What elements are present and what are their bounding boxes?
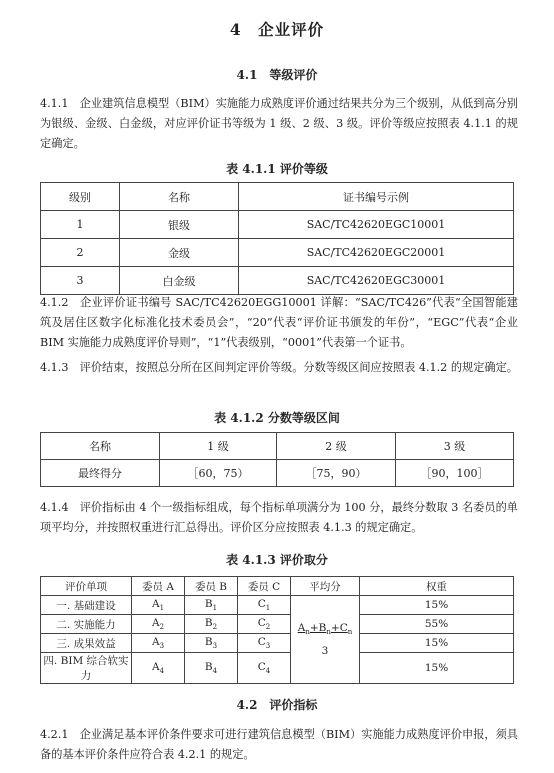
table-row [41,211,514,239]
table-cell: 最终得分 [41,460,160,487]
table-header: 委员 B [185,577,238,596]
table-header: 平均分 [291,577,360,596]
table-row [41,460,514,487]
table-cell: 二. 实施能力 [41,615,132,634]
table-cell: 2 [41,239,120,267]
table-header: 3 级 [396,433,514,460]
table-header: 权重 [360,577,514,596]
table-4-1-1 [40,182,514,295]
table-cell: ［90，100］ [396,460,514,487]
table-4-1-2 [40,432,514,487]
table-cell: 1 [41,211,120,239]
table-cell: SAC/TC42620EGC20001 [239,239,514,267]
table-cell: 15% [360,634,514,653]
table-row [41,239,514,267]
table-cell: $B_1$ [185,596,238,615]
chapter-title: 4 企业评价 [229,20,325,39]
table-header: 1 级 [160,433,277,460]
table-header: 评价单项 [41,577,132,596]
table-cell: ［75，90） [277,460,396,487]
table-cell: $C_4$ [238,653,291,684]
table-cell: 三. 成果效益 [41,634,132,653]
table-header: 证书编号示例 [239,183,514,211]
table-cell: 白金级 [120,267,239,295]
table-4-1-3-caption: 表 4.1.3 评价取分 [226,553,328,567]
table-row [41,653,514,684]
table-header: 级别 [41,183,120,211]
average-formula-cell [291,596,360,684]
table-row [41,615,514,634]
paragraph-4-1-1: 4.1.1 企业建筑信息模型（BIM）实施能力成熟度评价通过结果共分为三个级别，从低到高分别为银级、金级、白金级，对应评价证书等级为 1 级、2 级、3 级。评价等级应按照表 4.1.1 的规定确定。 [40,97,518,150]
table-cell: 一. 基础建设 [41,596,132,615]
table-header: 名称 [41,433,160,460]
table-header: 2 级 [277,433,396,460]
table-4-1-1-caption: 表 4.1.1 评价等级 [226,162,328,176]
table-header: 名称 [120,183,239,211]
table-4-1-2-caption: 表 4.1.2 分数等级区间 [214,411,340,425]
table-cell: 3 [41,267,120,295]
table-cell: $B_2$ [185,615,238,634]
paragraph-4-1-4: 4.1.4 评价指标由 4 个一级指标组成，每个指标单项满分为 100 分，最终分数取 3 名委员的单项平均分，并按照权重进行汇总得出。评价区分应按照表 4.1.3 的规定确定。 [40,501,518,534]
average-denominator: 3 [321,644,329,657]
table-cell: 55% [360,615,514,634]
table-cell: SAC/TC42620EGC10001 [239,211,514,239]
table-header: 委员 C [238,577,291,596]
table-cell: $A_4$ [132,653,185,684]
table-cell: $C_3$ [238,634,291,653]
table-cell: 四. BIM 综合软实力 [41,653,132,684]
table-cell: SAC/TC42620EGC30001 [239,267,514,295]
table-cell: $C_2$ [238,615,291,634]
table-header: 委员 A [132,577,185,596]
table-cell: $A_3$ [132,634,185,653]
table-cell: $C_1$ [238,596,291,615]
table-cell: 15% [360,653,514,684]
table-row [41,267,514,295]
table-cell: $B_4$ [185,653,238,684]
table-cell: $B_3$ [185,634,238,653]
section-4-2-title: 4.2 评价指标 [236,698,318,712]
average-numerator: $A_n+B_n+C_n$ [297,622,353,637]
table-cell: 15% [360,596,514,615]
table-cell: 金级 [120,239,239,267]
section-4-1-title: 4.1 等级评价 [236,68,318,82]
paragraph-4-2-1: 4.2.1 企业满足基本评价条件要求可进行建筑信息模型（BIM）实施能力成熟度评价申报，须具备的基本评价条件应符合表 4.2.1 的规定。 [40,728,518,761]
table-cell: $A_1$ [132,596,185,615]
table-4-1-3 [40,576,514,684]
table-cell: $A_2$ [132,615,185,634]
paragraph-4-1-2: 4.1.2 企业评价证书编号 SAC/TC42620EGG10001 详解：“SAC/TC426”代表“全国智能建筑及居住区数字化标准化技术委员会”，“20”代表“评价证书颁发的年份”，“EGC”代表“企业 BIM 实施能力成熟度评价导则”，“1”代表级别，“0001”代表第一个证书。 [40,296,518,349]
table-cell: 银级 [120,211,239,239]
table-cell: ［60，75） [160,460,277,487]
table-row [41,634,514,653]
paragraph-4-1-3: 4.1.3 评价结束，按照总分所在区间判定评价等级。分数等级区间应按照表 4.1.2 的规定确定。 [40,361,518,374]
table-row [41,596,514,615]
